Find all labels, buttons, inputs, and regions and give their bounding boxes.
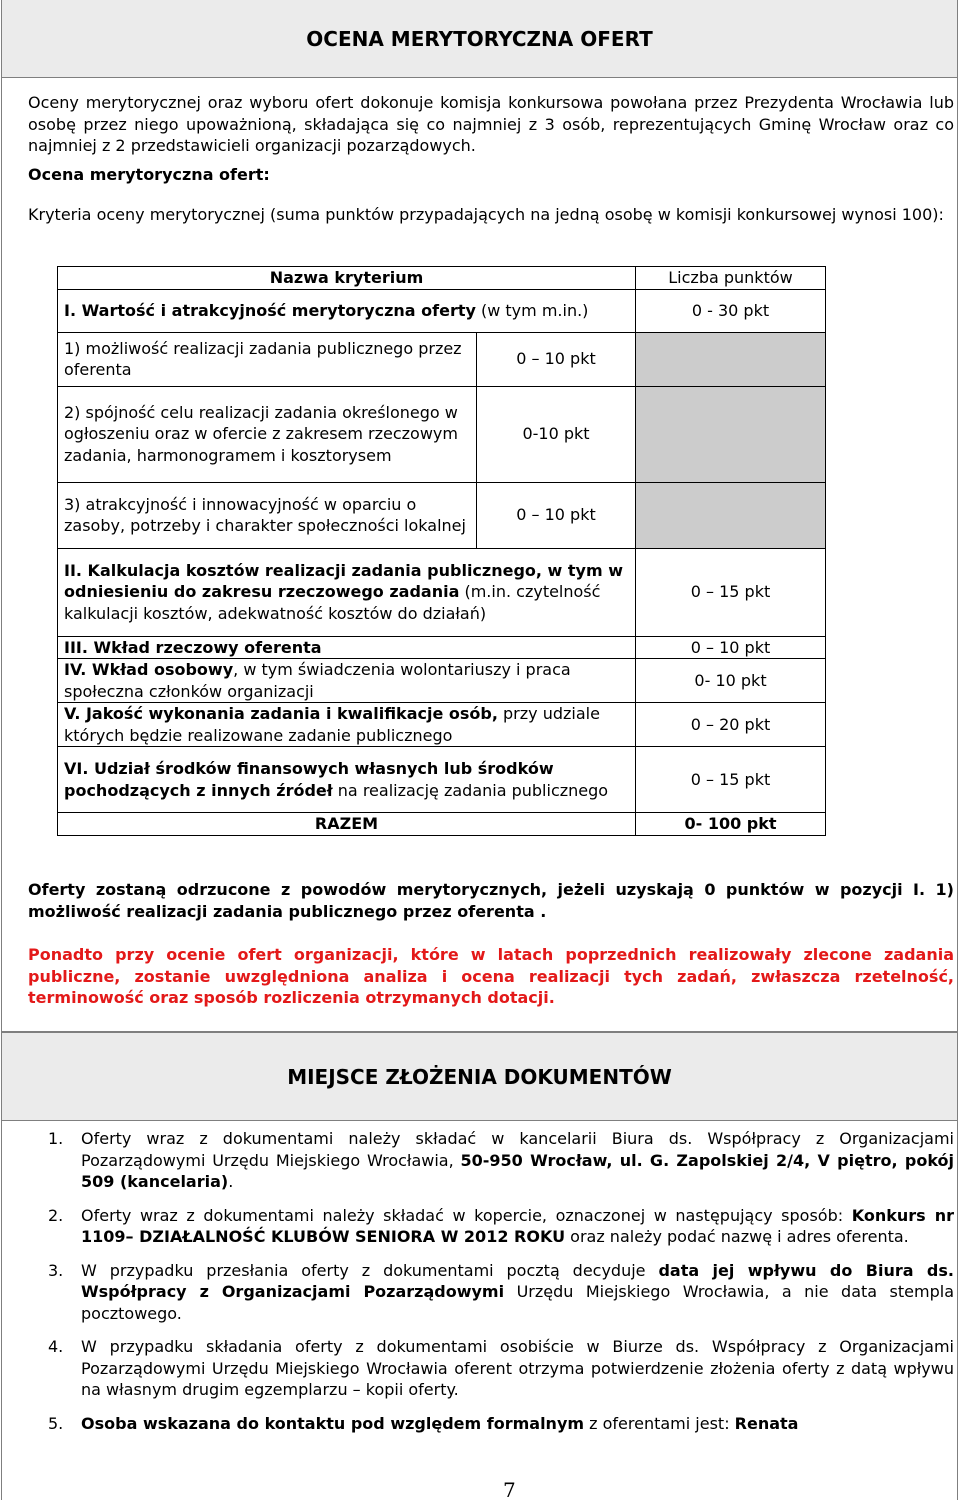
red-note: Ponadto przy ocenie ofert organizacji, które w latach poprzednich realizowały zlecone zadania publiczne, zostanie uwzględniona analiza i ocena realizacji tych zadań, zwłaszcza rzetelność, terminowość oraz sposób rozliczenia otrzymanych dotacji. <box>28 945 954 1007</box>
criterion-3-title: III. Wkład rzeczowy oferenta <box>64 637 322 657</box>
criterion-4-note: , w tym świadczenia wolontariuszy i praca społeczna członków organizacji <box>64 660 571 701</box>
total-points: 0- 100 pkt <box>636 813 826 836</box>
subcriterion-2: 2) spójność celu realizacji zadania określonego w ogłoszeniu oraz w ofercie z zakresem rzeczowym zadania, harmonogramem i kosztorysem <box>58 386 477 482</box>
list-item: 2. Oferty wraz z dokumentami należy składać w kopercie, oznaczonej w następujący sposób: Konkurs nr 1109– DZIAŁALNOŚĆ KLUBÓW SENIORA W 2012 ROKU oraz należy podać nazwę i adres oferenta. <box>48 1205 955 1246</box>
criterion-2-points: 0 – 15 pkt <box>636 548 826 636</box>
documents-section <box>1 1032 958 1500</box>
rejection-note: Oferty zostaną odrzucone z powodów merytorycznych, jeżeli uzyskają 0 punktów w pozycji I. 1) możliwość realizacji zadania publicznego przez oferenta . <box>28 880 954 921</box>
criterion-1 <box>58 289 636 332</box>
criterion-6-title: VI. Udział środków finansowych własnych lub środków pochodzących z innych źródeł <box>64 759 554 800</box>
list-item: 5. Osoba wskazana do kontaktu pod względem formalnym z oferentami jest: Renata <box>48 1413 799 1433</box>
criteria-intro: Kryteria oceny merytorycznej (suma punktów przypadających na jedną osobę w komisji konkursowej wynosi 100): <box>28 205 944 224</box>
criterion-2-note: (m.in. czytelność kalkulacji kosztów, adekwatność kosztów do działań) <box>64 582 601 623</box>
intro-paragraph: Oceny merytorycznej oraz wyboru ofert dokonuje komisja konkursowa powołana przez Prezydenta Wrocławia lub osobę przez niego upoważnioną, składająca się co najmniej z 3 osób, reprezentujących Gminę Wrocław oraz co najmniej z 2 przedstawicieli organizacji pozarządowych. <box>28 93 954 155</box>
criterion-5-note: przy udziale których będzie realizowane zadanie publicznego <box>64 704 600 745</box>
header-points: Liczba punktów <box>636 267 826 290</box>
criterion-1-note: (w tym m.in.) <box>475 300 589 320</box>
criterion-6-points: 0 – 15 pkt <box>636 747 826 813</box>
gray-cell <box>636 482 826 548</box>
gray-cell <box>636 332 826 386</box>
criterion-1-title: I. Wartość i atrakcyjność merytoryczna oferty <box>64 300 476 320</box>
list-item: 3. W przypadku przesłania oferty z dokumentami pocztą decyduje data jej wpływu do Biura ds. Współpracy z Organizacjami Pozarządowymi Urzędu Miejskiego Wrocławia, a nie data stempla pocztowego. <box>48 1260 955 1323</box>
header-criterion-name: Nazwa kryterium <box>58 267 636 290</box>
criterion-5-title: V. Jakość wykonania zadania i kwalifikacje osób, <box>64 704 498 723</box>
criterion-2-title: II. Kalkulacja kosztów realizacji zadania publicznego, w tym w odniesieniu do zakresu rzeczowego zadania <box>64 560 624 602</box>
evaluation-subheading: Ocena merytoryczna ofert: <box>28 165 270 184</box>
total-label: RAZEM <box>58 813 636 836</box>
criterion-6 <box>58 747 636 813</box>
criterion-5 <box>58 703 636 747</box>
gray-cell <box>636 386 826 482</box>
list-item: 4. W przypadku składania oferty z dokumentami osobiście w Biurze ds. Współpracy z Organizacjami Pozarządowymi Urzędu Miejskiego Wrocławia oferent otrzyma potwierdzenie złożenia oferty z datą wpływu na własnym drugim egzemplarzu – kopii oferty. <box>48 1337 954 1399</box>
documents-list <box>2 1128 954 1446</box>
evaluation-section <box>1 0 958 1032</box>
criteria-table <box>57 266 826 836</box>
documents-heading: MIEJSCE ZŁOŻENIA DOKUMENTÓW <box>2 1032 957 1121</box>
criterion-4 <box>58 659 636 703</box>
subcriterion-3-points: 0 – 10 pkt <box>477 482 636 548</box>
criterion-6-note: na realizację zadania publicznego <box>332 780 609 800</box>
subcriterion-2-points: 0-10 pkt <box>477 386 636 482</box>
subcriterion-3: 3) atrakcyjność i innowacyjność w oparciu o zasoby, potrzeby i charakter społeczności lokalnej <box>58 482 477 548</box>
criterion-5-points: 0 – 20 pkt <box>636 703 826 747</box>
criterion-4-points: 0- 10 pkt <box>636 659 826 703</box>
page-number: 7 <box>503 1478 516 1502</box>
criterion-3 <box>58 636 636 659</box>
criterion-3-points: 0 – 10 pkt <box>636 636 826 659</box>
list-item: 1. Oferty wraz z dokumentami należy składać w kancelarii Biura ds. Współpracy z Organizacjami Pozarządowymi Urzędu Miejskiego Wrocławia, 50-950 Wrocław, ul. G. Zapolskiej 2/4, V piętro, pokój 509 (kancelaria). <box>48 1129 954 1191</box>
subcriterion-1: 1) możliwość realizacji zadania publicznego przez oferenta <box>58 332 477 386</box>
subcriterion-1-points: 0 – 10 pkt <box>477 332 636 386</box>
criterion-4-title: IV. Wkład osobowy <box>64 660 234 679</box>
criterion-2 <box>58 548 636 636</box>
criterion-1-points: 0 - 30 pkt <box>636 289 826 332</box>
evaluation-heading: OCENA MERYTORYCZNA OFERT <box>2 0 957 78</box>
